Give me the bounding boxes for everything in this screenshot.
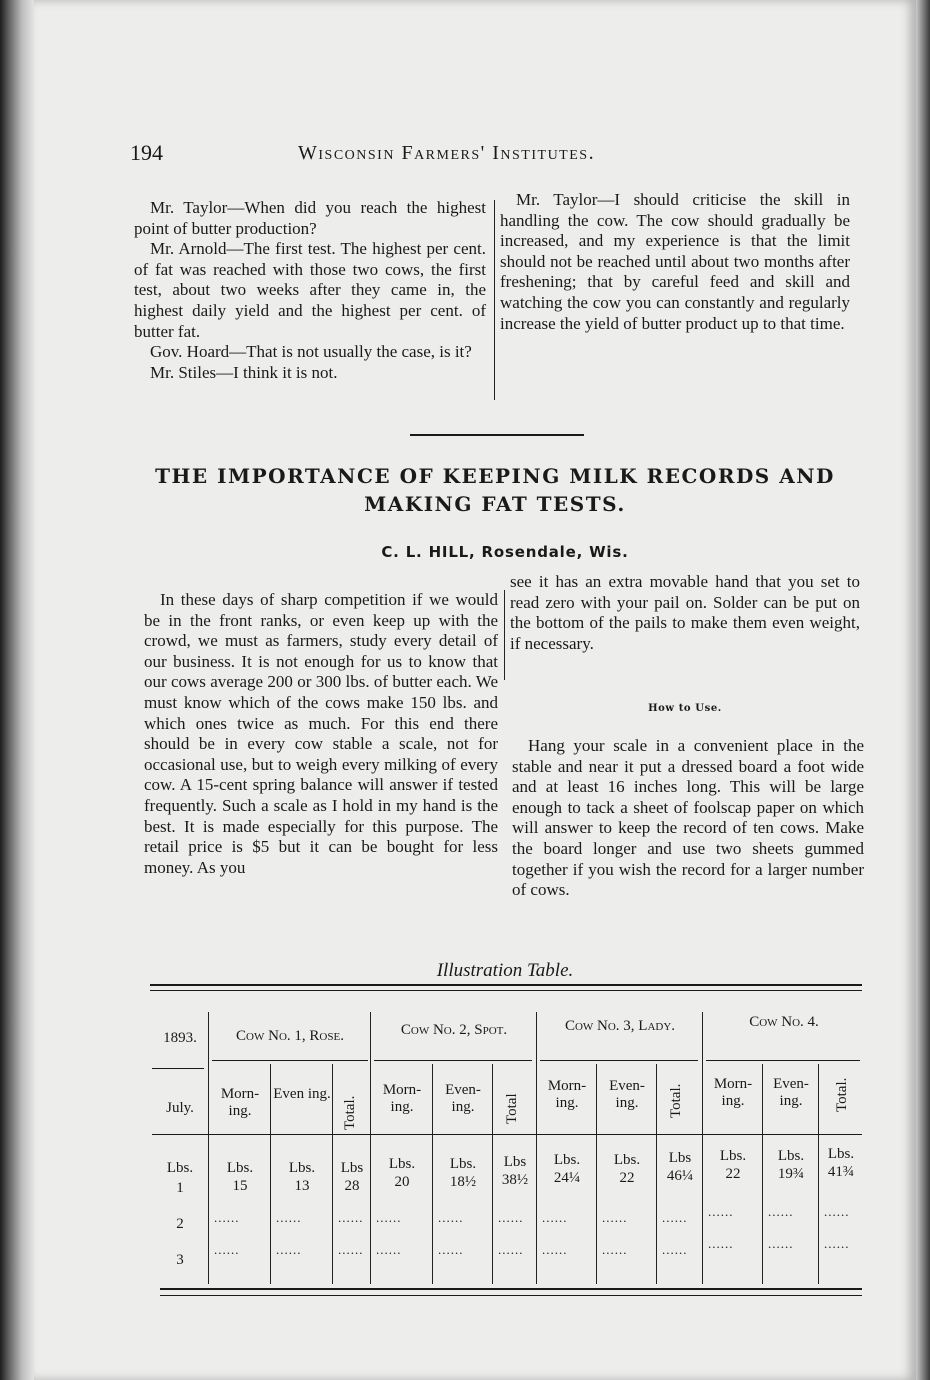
discussion-paragraph: Mr. Taylor—I should criticise the skill in handling the cow. The cow should gradually be increased, and my experience is that the limit should not be reached until about two months after freshening; that by careful feed and skill and watching the cow you can constantly and regularly increase the yield of butter product up to that time. <box>500 190 850 333</box>
column-rule <box>504 590 505 680</box>
table-subheader-evening: Even- ing. <box>609 1078 645 1111</box>
table-col-rule <box>762 1064 763 1284</box>
discussion-paragraph: Mr. Taylor—When did you reach the highest point of butter production? <box>134 198 486 238</box>
table-col-rule <box>492 1064 493 1284</box>
table-leader-dots: ...... <box>768 1236 794 1251</box>
table-leader-dots: ...... <box>338 1210 364 1225</box>
table-unit-cell: Lbs <box>340 1160 364 1176</box>
table-leader-dots: ...... <box>276 1242 302 1257</box>
article-left-column <box>144 590 498 878</box>
illustration-table <box>150 984 862 1304</box>
table-unit-cell: Lbs. <box>613 1152 641 1168</box>
table-leader-dots: ...... <box>708 1236 734 1251</box>
table-subheader-morning: Morn- ing. <box>220 1086 260 1119</box>
table-leader-dots: ...... <box>602 1210 628 1225</box>
table-value-cell: 22 <box>725 1166 741 1182</box>
table-col-rule <box>818 1064 819 1284</box>
running-head <box>130 140 690 176</box>
table-cow-header: Cow No. 3, Lady. <box>564 1018 676 1034</box>
table-bottom-rule-thin <box>160 1295 862 1296</box>
table-leader-dots: ...... <box>376 1242 402 1257</box>
table-leader-dots: ...... <box>214 1242 240 1257</box>
table-col-rule <box>656 1064 657 1284</box>
discussion-paragraph: Mr. Arnold—The first test. The highest per cent. of fat was reached with those two cows, the first test, about two weeks after they came in, the highest daily yield and the highest per cent. of butter fat. <box>134 239 486 341</box>
table-cow-header: Cow No. 1, Rose. <box>236 1028 344 1044</box>
table-leader-dots: ...... <box>824 1204 850 1219</box>
table-leader-dots: ...... <box>498 1210 524 1225</box>
table-subheader-total: Total. <box>668 1083 684 1118</box>
table-day-label: 2 <box>176 1216 184 1232</box>
table-leader-dots: ...... <box>662 1210 688 1225</box>
table-col-rule <box>702 1012 703 1284</box>
column-rule <box>494 200 495 400</box>
article-title-line-2: MAKING FAT TESTS. <box>364 492 626 516</box>
table-leader-dots: ...... <box>438 1210 464 1225</box>
table-unit-cell: Lbs <box>668 1150 692 1166</box>
table-value-cell: 24¼ <box>553 1170 581 1186</box>
table-col-rule <box>536 1012 537 1284</box>
discussion-paragraph: Mr. Stiles—I think it is not. <box>150 362 338 382</box>
table-value-cell: 41¾ <box>827 1164 855 1180</box>
table-top-rule-thin <box>150 990 862 991</box>
table-unit-label: Lbs. <box>166 1160 194 1176</box>
article-paragraph: Hang your scale in a convenient place in the stable and near it put a dressed board a foot wide and at least 16 inches long. This will be large enough to tack a sheet of foolscap paper on which will answer to keep the record of ten cows. Make the board longer and use two sheets gummed together if you wish the record for a larger number of cows. <box>512 736 864 900</box>
table-top-rule <box>150 984 862 986</box>
table-unit-cell: Lbs <box>503 1154 527 1170</box>
table-unit-cell: Lbs. <box>719 1148 747 1164</box>
article-title-line-1: THE IMPORTANCE OF KEEPING MILK RECORDS AND <box>155 464 835 488</box>
discussion-right-column <box>500 190 850 334</box>
running-title: Wisconsin Farmers' Institutes. <box>298 142 596 164</box>
table-value-cell: 28 <box>344 1178 360 1194</box>
table-header-rule <box>212 1060 368 1061</box>
table-leader-dots: ...... <box>708 1204 734 1219</box>
book-gutter <box>0 0 34 1380</box>
table-leader-dots: ...... <box>602 1242 628 1257</box>
table-header-rule <box>152 1068 204 1069</box>
table-day-label: 3 <box>176 1252 184 1268</box>
table-col-rule <box>332 1064 333 1284</box>
table-year: 1893. <box>163 1030 197 1046</box>
section-subhead: How to Use. <box>648 703 722 714</box>
discussion-paragraph: Gov. Hoard—That is not usually the case, is it? <box>150 342 472 362</box>
table-col-rule <box>370 1012 371 1284</box>
table-caption: Illustration Table. <box>436 960 574 981</box>
table-unit-cell: Lbs. <box>388 1156 416 1172</box>
table-unit-cell: Lbs. <box>226 1160 254 1176</box>
table-leader-dots: ...... <box>498 1242 524 1257</box>
table-unit-cell: Lbs. <box>553 1152 581 1168</box>
table-header-rule <box>706 1060 860 1061</box>
table-col-rule <box>432 1064 433 1284</box>
table-value-cell: 46¼ <box>666 1168 694 1184</box>
table-unit-cell: Lbs. <box>288 1160 316 1176</box>
table-bottom-rule <box>160 1288 862 1290</box>
table-leader-dots: ...... <box>542 1210 568 1225</box>
table-subheader-total: Total <box>504 1093 520 1124</box>
table-cow-header: Cow No. 4. <box>749 1014 819 1030</box>
table-subheader-evening: Even- ing. <box>773 1076 809 1109</box>
table-leader-dots: ...... <box>376 1210 402 1225</box>
table-leader-dots: ...... <box>338 1242 364 1257</box>
section-separator <box>410 434 584 436</box>
table-day-label: 1 <box>176 1180 184 1196</box>
table-unit-cell: Lbs. <box>777 1148 805 1164</box>
page-number: 194 <box>130 140 163 165</box>
article-right-column-2 <box>512 736 864 901</box>
table-value-cell: 13 <box>294 1178 310 1194</box>
table-value-cell: 20 <box>394 1174 410 1190</box>
table-subheader-morning: Morn- ing. <box>713 1076 753 1109</box>
table-value-cell: 19¾ <box>777 1166 805 1182</box>
table-leader-dots: ...... <box>276 1210 302 1225</box>
table-unit-cell: Lbs. <box>449 1156 477 1172</box>
table-cow-header: Cow No. 2, Spot. <box>400 1022 508 1038</box>
table-leader-dots: ...... <box>768 1204 794 1219</box>
table-subheader-evening: Even ing. <box>273 1086 331 1102</box>
table-month: July. <box>166 1100 194 1116</box>
table-value-cell: 22 <box>619 1170 635 1186</box>
table-subheader-evening: Even- ing. <box>445 1082 481 1115</box>
table-value-cell: 15 <box>232 1178 248 1194</box>
table-subheader-total: Total. <box>342 1095 358 1130</box>
article-title <box>130 462 860 518</box>
article-paragraph: In these days of sharp competition if we would be in the front ranks, or even keep up with the crowd, we must as farmers, study every detail of our business. It is not enough for us to know that our cows average 200 or 300 lbs. of butter each. We must know which of the cows make 150 lbs. and which ones twice as much. For this end there should be in every cow stable a scale, not for occasional use, but to weigh every milking of every cow. A 15-cent spring balance will answer if tested frequently. Such a scale as I hold in my hand is the best. It is made especially for this purpose. The retail price is $5 but it can be bought for less money. As you <box>144 590 498 877</box>
table-leader-dots: ...... <box>542 1242 568 1257</box>
article-paragraph: see it has an extra movable hand that you set to read zero with your pail on. Solder can be put on the bottom of the pails to make them even weight, if necessary. <box>510 572 860 653</box>
table-header-rule <box>374 1060 532 1061</box>
table-leader-dots: ...... <box>438 1242 464 1257</box>
table-leader-dots: ...... <box>824 1236 850 1251</box>
table-subheader-rule <box>152 1134 862 1135</box>
table-unit-cell: Lbs. <box>827 1146 855 1162</box>
table-col-rule <box>208 1012 209 1284</box>
discussion-left-column <box>134 198 486 383</box>
page-edge <box>916 0 930 1380</box>
table-leader-dots: ...... <box>662 1242 688 1257</box>
table-value-cell: 38½ <box>501 1172 529 1188</box>
table-col-rule <box>270 1064 271 1284</box>
article-author: C. L. HILL, Rosendale, Wis. <box>381 543 629 561</box>
table-leader-dots: ...... <box>214 1210 240 1225</box>
article-right-column <box>510 572 860 654</box>
table-subheader-total: Total. <box>834 1077 850 1112</box>
table-subheader-morning: Morn- ing. <box>547 1078 587 1111</box>
table-value-cell: 18½ <box>449 1174 477 1190</box>
table-header-rule <box>540 1060 698 1061</box>
table-col-rule <box>596 1064 597 1284</box>
table-subheader-morning: Morn- ing. <box>382 1082 422 1115</box>
